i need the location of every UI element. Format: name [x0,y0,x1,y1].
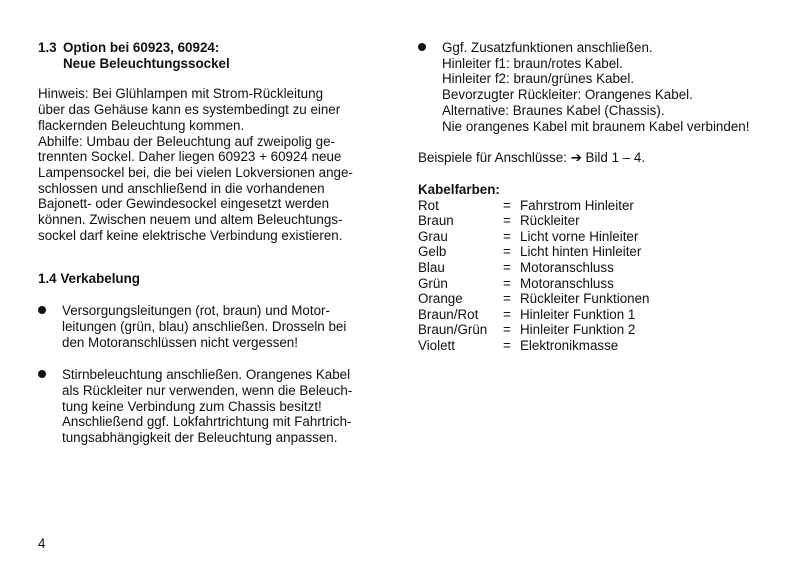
bullet-line: tungsabhängigkeit der Beleuchtung anpassen. [62,430,338,446]
bullet-icon [38,306,46,314]
cable-color: Orange [418,291,463,307]
table-row [418,307,650,323]
section-1-3-heading [38,40,383,71]
equals-sign: = [503,291,511,307]
cable-color: Rot [418,197,439,213]
cable-meaning: Rückleiter Funktionen [520,291,650,307]
cable-color: Braun/Rot [418,306,479,322]
examples-reference: Beispiele für Anschlüsse: ➔ Bild 1 – 4. [418,150,646,166]
paragraph-line: können. Zwischen neuem und altem Beleuchtungs- [38,212,343,228]
table-row [418,291,650,307]
table-row [418,276,650,292]
paragraph-line: sockel darf keine elektrische Verbindung existieren. [38,227,343,243]
paragraph-line: Bajonett- oder Gewindesockel eingesetzt werden [38,196,330,212]
cable-color: Grau [418,228,448,244]
bullet-line: Anschließend ggf. Lokfahrtrichtung mit Fahrtrich- [62,414,352,430]
paragraph-line: flackernden Beleuchtung kommen. [38,117,245,133]
cable-color: Violett [418,337,455,353]
paragraph-line: trennten Sockel. Daher liegen 60923 + 60924 neue [38,149,342,165]
section-1-3-number: 1.3 [38,40,57,55]
section-1-4-heading: 1.4 Verkabelung [38,271,140,287]
cable-colors-table [418,198,650,354]
cable-meaning: Rückleiter [520,213,580,229]
section-1-3-title-line-1: Option bei 60923, 60924: [63,40,220,55]
equals-sign: = [503,197,511,213]
right-column [418,40,768,354]
cable-meaning: Hinleiter Funktion 2 [520,322,636,338]
table-row [418,213,650,229]
bullet-line: den Motoranschlüssen nicht vergessen! [62,334,298,350]
cable-meaning: Hinleiter Funktion 1 [520,306,636,322]
table-row [418,244,650,260]
cable-color: Braun/Grün [418,322,488,338]
bullet-line: Bevorzugter Rückleiter: Orangenes Kabel. [442,87,693,103]
list-item-wiring-supply [38,303,383,350]
equals-sign: = [503,228,511,244]
table-row [418,322,650,338]
cable-meaning: Fahrstrom Hinleiter [520,197,634,213]
equals-sign: = [503,213,511,229]
paragraph-line: schlossen und anschließend in die vorhandenen [38,180,325,196]
cable-color: Grün [418,275,448,291]
paragraph-line: über das Gehäuse kann es systembedingt zu einer [38,102,341,118]
cable-meaning: Licht hinten Hinleiter [520,244,642,260]
bullet-line: Stirnbeleuchtung anschließen. Orangenes Kabel [62,367,351,383]
equals-sign: = [503,244,511,260]
paragraph-line: Abhilfe: Umbau der Beleuchtung auf zweipolig ge- [38,133,336,149]
bullet-icon [38,370,46,378]
table-row [418,198,650,214]
equals-sign: = [503,260,511,275]
cable-meaning: Motoranschluss [520,275,614,291]
bullet-line: Nie orangenes Kabel mit braunem Kabel verbinden! [442,118,750,134]
equals-sign: = [503,306,511,322]
section-1-3-paragraph [38,86,383,243]
cable-meaning: Licht vorne Hinleiter [520,228,639,244]
bullet-icon [418,43,426,51]
table-row [418,338,650,354]
cable-colors-heading: Kabelfarben: [418,181,500,197]
bullet-line: Alternative: Braunes Kabel (Chassis). [442,102,665,118]
bullet-line: Versorgungsleitungen (rot, braun) und Motor- [62,303,330,319]
left-column [38,40,383,446]
table-row [418,260,650,276]
bullet-line: Hinleiter f1: braun/rotes Kabel. [442,55,623,71]
equals-sign: = [503,337,511,353]
bullet-line: tung keine Verbindung zum Chassis besitzt! [62,398,322,414]
cable-meaning: Elektronikmasse [520,337,619,353]
bullet-line: Hinleiter f2: braun/grünes Kabel. [442,71,635,87]
cable-meaning: Motoranschluss [520,260,614,275]
equals-sign: = [503,322,511,338]
table-row [418,229,650,245]
list-item-headlights [38,367,383,446]
bullet-line: als Rückleiter nur verwenden, wenn die Beleuch- [62,382,353,398]
cable-color: Gelb [418,244,447,260]
bullet-line: Ggf. Zusatzfunktionen anschließen. [442,40,653,55]
page-number: 4 [38,536,46,551]
cable-color: Blau [418,260,445,275]
bullet-line: leitungen (grün, blau) anschließen. Drosseln bei [62,318,347,334]
cable-color: Braun [418,213,454,229]
equals-sign: = [503,275,511,291]
list-item-extra-functions [418,40,768,134]
section-1-3-title-line-2: Neue Beleuchtungssockel [63,55,230,71]
paragraph-line: Lampensockel bei, die bei vielen Lokversionen ange- [38,164,353,180]
paragraph-line: Hinweis: Bei Glühlampen mit Strom-Rückleitung [38,86,324,102]
